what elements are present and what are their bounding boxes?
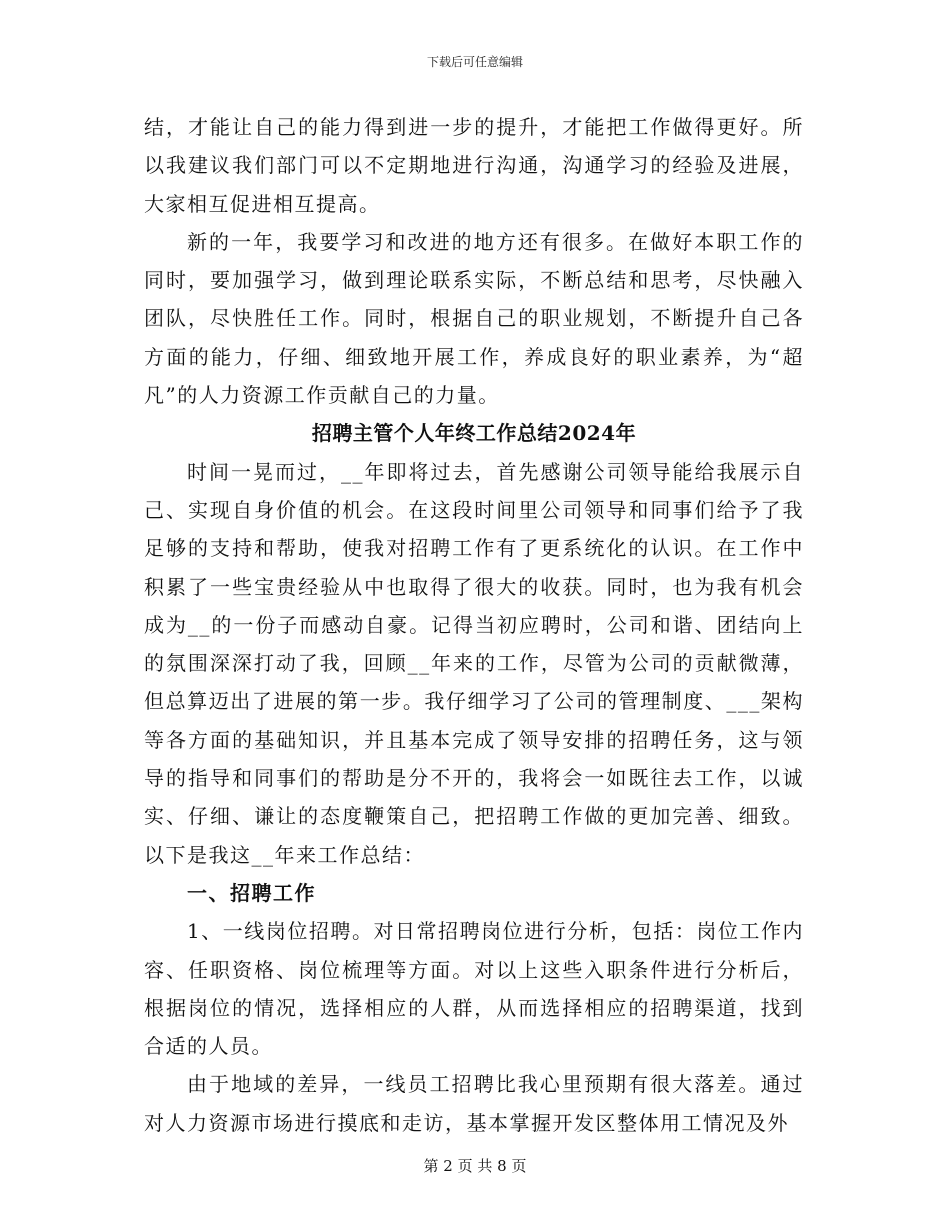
paragraph-1: 结，才能让自己的能力得到进一步的提升，才能把工作做得更好。所以我建议我们部门可以不定期地进行沟通，沟通学习的经验及进展，大家相互促进相互提高。 [144,115,804,216]
paragraph-4: 1、一线岗位招聘。对日常招聘岗位进行分析，包括：岗位工作内容、任职资格、岗位梳理等方面。对以上这些入职条件进行分析后，根据岗位的情况，选择相应的人群，从而选择相应的招聘渠道，找到合适的人员。 [144,919,804,1059]
section-title: 招聘主管个人年终工作总结2024年 [311,421,637,446]
section-heading-recruitment: 一、招聘工作 [187,880,316,905]
page-footer: 第 2 页 共 8 页 [423,1157,527,1175]
paragraph-5: 由于地域的差异，一线员工招聘比我心里预期有很大落差。通过对人力资源市场进行摸底和走访，基本掌握开发区整体用工情况及外 [144,1072,804,1135]
paragraph-2: 新的一年，我要学习和改进的地方还有很多。在做好本职工作的同时，要加强学习，做到理论联系实际，不断总结和思考，尽快融入团队，尽快胜任工作。同时，根据自己的职业规划，不断提升自己各方面的能力，仔细、细致地开展工作，养成良好的职业素养，为“超凡”的人力资源工作贡献自己的力量。 [144,229,804,408]
document-body [144,108,804,1142]
paragraph-3: 时间一晃而过，__年即将过去，首先感谢公司领导能给我展示自己、实现自身价值的机会。在这段时间里公司领导和同事们给予了我足够的支持和帮助，使我对招聘工作有了更系统化的认识。在工作中积累了一些宝贵经验从中也取得了很大的收获。同时，也为我有机会成为__的一份子而感动自豪。记得当初应聘时，公司和谐、团结向上的氛围深深打动了我，回顾__年来的工作，尽管为公司的贡献微薄，但总算迈出了进展的第一步。我仔细学习了公司的管理制度、___架构等各方面的基础知识，并且基本完成了领导安排的招聘任务，这与领导的指导和同事们的帮助是分不开的，我将会一如既往去工作，以诚实、仔细、谦让的态度鞭策自己，把招聘工作做的更加完善、细致。以下是我这__年来工作总结： [144,459,804,867]
page-header: 下载后可任意编辑 [426,55,523,69]
